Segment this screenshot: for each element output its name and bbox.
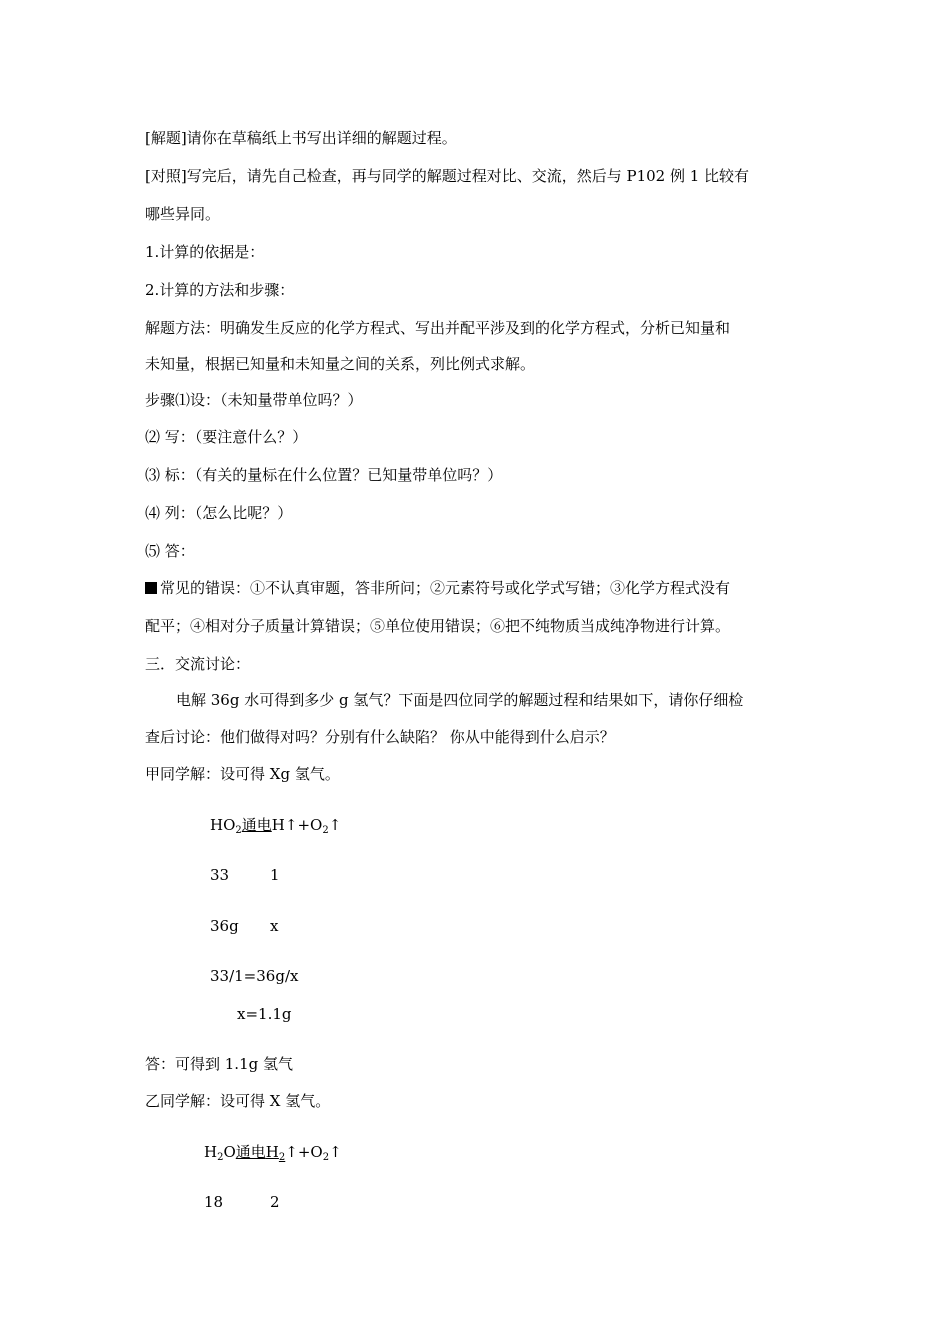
compare-line-2: 哪些异同。: [145, 205, 221, 223]
yi-intro: 乙同学解：设可得 X 氢气。: [145, 1092, 331, 1110]
step-3: ⑶ 标：（有关的量标在什么位置？已知量带单位吗？）: [145, 466, 503, 484]
yi-eq-product-sub: 2: [278, 1152, 286, 1163]
errors-line-2: 配平；④相对分子质量计算错误；⑤单位使用错误；⑥把不纯物质当成纯净物进行计算。: [145, 617, 731, 635]
jia-eq-reactant: HO: [210, 816, 236, 834]
jia-result: x=1.1g: [237, 1005, 292, 1023]
jia-eq-reactant-sub: 2: [235, 825, 242, 836]
jia-given-row: [210, 916, 279, 936]
jia-given-b: x: [270, 917, 279, 935]
yi-eq-end: ↑: [329, 1143, 342, 1161]
yi-eq-rest: ↑+O: [285, 1143, 323, 1161]
errors-line-1: [145, 578, 730, 598]
basis-line: 1.计算的依据是：: [145, 243, 265, 261]
step-5: ⑸ 答：: [145, 542, 195, 560]
step-2: ⑵ 写：（要注意什么？）: [145, 428, 308, 446]
yi-eq-condition: 通电: [235, 1143, 266, 1161]
yi-eq-reactant-sub: 2: [217, 1152, 224, 1163]
jia-given-a: 36g: [210, 917, 239, 935]
yi-mass-b: 2: [270, 1193, 280, 1211]
yi-eq-product: H: [265, 1143, 279, 1161]
jia-ratio: 33/1=36g/x: [210, 967, 299, 985]
yi-mass-row: [204, 1192, 280, 1212]
solve-line: [解题]请你在草稿纸上书写出详细的解题过程。: [145, 129, 457, 147]
yi-eq-reactant-o: O: [223, 1143, 236, 1161]
step-4: ⑷ 列：（怎么比呢？）: [145, 504, 293, 522]
jia-intro: 甲同学解：设可得 Xg 氢气。: [145, 765, 340, 783]
jia-mass-b: 1: [270, 866, 280, 884]
jia-equation: [210, 815, 341, 835]
question-line-1: 电解 36g 水可得到多少 g 氢气？下面是四位同学的解题过程和结果如下，请你仔细检: [176, 691, 744, 709]
jia-mass-a: 33: [210, 866, 230, 884]
jia-eq-product: H: [271, 816, 285, 834]
yi-eq-rest-sub: 2: [322, 1152, 330, 1163]
section-heading: 三．交流讨论：: [145, 655, 251, 673]
yi-eq-reactant-h: H: [204, 1143, 218, 1161]
jia-eq-condition: 通电: [241, 816, 272, 834]
yi-mass-a: 18: [204, 1193, 224, 1211]
errors-text-1: 常见的错误：①不认真审题，答非所问；②元素符号或化学式写错；③化学方程式没有: [160, 579, 731, 597]
jia-answer: 答：可得到 1.1g 氢气: [145, 1055, 293, 1073]
question-line-2: 查后讨论：他们做得对吗？分别有什么缺陷？ 你从中能得到什么启示？: [145, 728, 615, 746]
method-line: 2.计算的方法和步骤：: [145, 281, 295, 299]
jia-eq-end: ↑: [328, 816, 342, 834]
jia-eq-rest: ↑+O: [284, 816, 323, 834]
approach-line-2: 未知量，根据已知量和未知量之间的关系，列比例式求解。: [145, 355, 536, 373]
square-bullet-icon: [145, 582, 157, 594]
jia-eq-rest-sub: 2: [322, 825, 329, 836]
step-1: 步骤⑴设：（未知量带单位吗？）: [145, 391, 363, 409]
approach-line-1: 解题方法：明确发生反应的化学方程式、写出并配平涉及到的化学方程式，分析已知量和: [145, 319, 731, 337]
compare-line-1: [对照]写完后，请先自己检查，再与同学的解题过程对比、交流，然后与 P102 例 1 比较有: [145, 167, 750, 185]
yi-equation: [204, 1142, 342, 1162]
jia-mass-row: [210, 865, 280, 885]
